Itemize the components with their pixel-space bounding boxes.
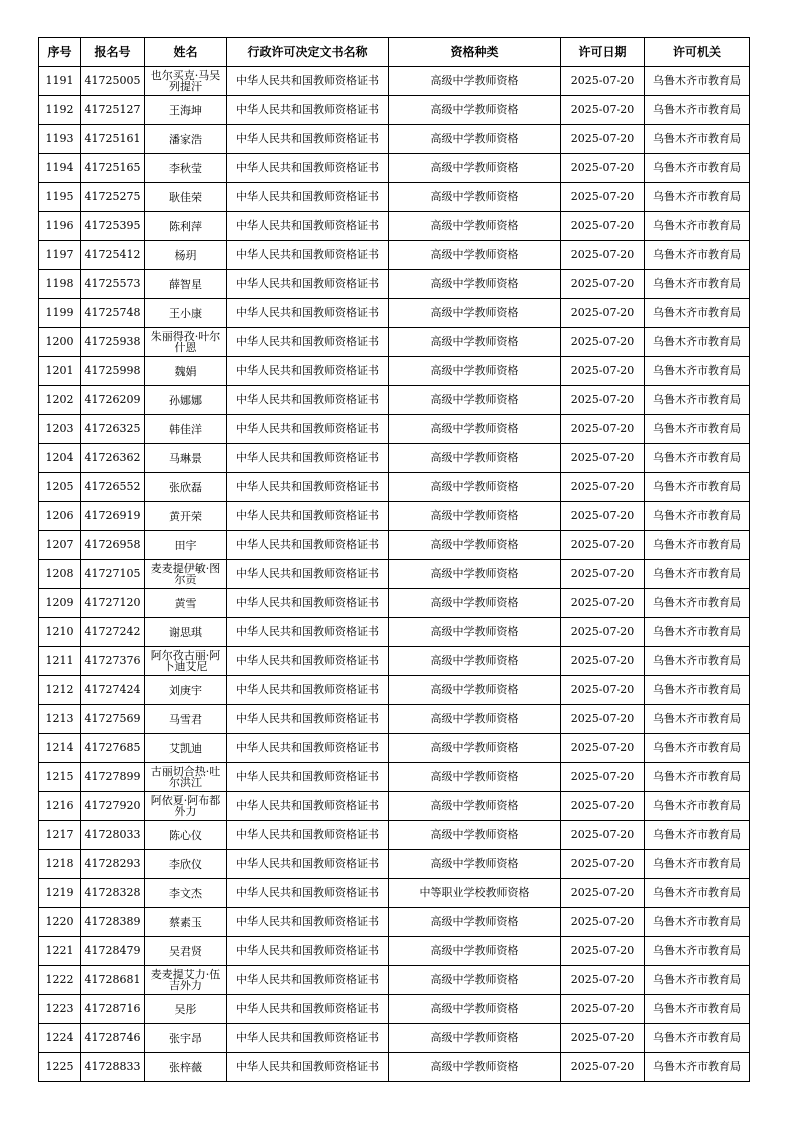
cell-registration-no: 41726209 (81, 386, 145, 415)
cell-license-date: 2025-07-20 (561, 212, 645, 241)
cell-document-title: 中华人民共和国教师资格证书 (227, 96, 389, 125)
cell-document-title: 中华人民共和国教师资格证书 (227, 125, 389, 154)
cell-index: 1216 (39, 792, 81, 821)
cell-document-title: 中华人民共和国教师资格证书 (227, 705, 389, 734)
cell-document-title: 中华人民共和国教师资格证书 (227, 444, 389, 473)
table-row (39, 966, 750, 995)
cell-qualification-type: 高级中学教师资格 (389, 589, 561, 618)
cell-license-date: 2025-07-20 (561, 560, 645, 589)
cell-qualification-type: 高级中学教师资格 (389, 473, 561, 502)
cell-registration-no: 41725161 (81, 125, 145, 154)
cell-index: 1224 (39, 1024, 81, 1053)
cell-qualification-type: 高级中学教师资格 (389, 850, 561, 879)
table-row (39, 357, 750, 386)
cell-registration-no: 41727920 (81, 792, 145, 821)
header-document-title: 行政许可决定文书名称 (227, 38, 389, 67)
table-row (39, 241, 750, 270)
table-row (39, 908, 750, 937)
table-row (39, 1024, 750, 1053)
cell-registration-no: 41725412 (81, 241, 145, 270)
cell-document-title: 中华人民共和国教师资格证书 (227, 792, 389, 821)
cell-license-date: 2025-07-20 (561, 328, 645, 357)
cell-license-date: 2025-07-20 (561, 966, 645, 995)
cell-index: 1202 (39, 386, 81, 415)
cell-document-title: 中华人民共和国教师资格证书 (227, 589, 389, 618)
cell-name: 吴彤 (145, 995, 227, 1024)
cell-license-authority: 乌鲁木齐市教育局 (645, 386, 750, 415)
table-body (39, 67, 750, 1082)
cell-name: 麦麦提伊敏·图尔贡 (145, 560, 227, 589)
cell-name: 杨玥 (145, 241, 227, 270)
cell-name: 朱丽得孜·叶尔什恩 (145, 328, 227, 357)
cell-registration-no: 41727685 (81, 734, 145, 763)
cell-index: 1197 (39, 241, 81, 270)
cell-license-authority: 乌鲁木齐市教育局 (645, 357, 750, 386)
table-row (39, 763, 750, 792)
cell-index: 1206 (39, 502, 81, 531)
cell-registration-no: 41727376 (81, 647, 145, 676)
cell-registration-no: 41728681 (81, 966, 145, 995)
cell-registration-no: 41725938 (81, 328, 145, 357)
cell-name: 古丽切合热·吐尔洪江 (145, 763, 227, 792)
cell-document-title: 中华人民共和国教师资格证书 (227, 821, 389, 850)
table-row (39, 67, 750, 96)
table-row (39, 125, 750, 154)
cell-name: 孙娜娜 (145, 386, 227, 415)
cell-document-title: 中华人民共和国教师资格证书 (227, 618, 389, 647)
cell-qualification-type: 高级中学教师资格 (389, 183, 561, 212)
table-row (39, 821, 750, 850)
cell-license-date: 2025-07-20 (561, 763, 645, 792)
cell-registration-no: 41725573 (81, 270, 145, 299)
cell-license-authority: 乌鲁木齐市教育局 (645, 792, 750, 821)
cell-name: 也尔买克·马吴列提汗 (145, 67, 227, 96)
cell-index: 1225 (39, 1053, 81, 1082)
table-row (39, 937, 750, 966)
cell-qualification-type: 高级中学教师资格 (389, 270, 561, 299)
cell-name: 马琳景 (145, 444, 227, 473)
cell-qualification-type: 高级中学教师资格 (389, 386, 561, 415)
table-row (39, 995, 750, 1024)
cell-qualification-type: 高级中学教师资格 (389, 1024, 561, 1053)
cell-license-authority: 乌鲁木齐市教育局 (645, 734, 750, 763)
table-row (39, 879, 750, 908)
cell-license-date: 2025-07-20 (561, 1053, 645, 1082)
table-row (39, 705, 750, 734)
header-license-date: 许可日期 (561, 38, 645, 67)
cell-document-title: 中华人民共和国教师资格证书 (227, 966, 389, 995)
cell-registration-no: 41726552 (81, 473, 145, 502)
cell-document-title: 中华人民共和国教师资格证书 (227, 154, 389, 183)
cell-registration-no: 41728746 (81, 1024, 145, 1053)
cell-license-authority: 乌鲁木齐市教育局 (645, 444, 750, 473)
cell-license-authority: 乌鲁木齐市教育局 (645, 589, 750, 618)
cell-index: 1193 (39, 125, 81, 154)
cell-license-date: 2025-07-20 (561, 241, 645, 270)
cell-index: 1192 (39, 96, 81, 125)
header-name: 姓名 (145, 38, 227, 67)
cell-index: 1205 (39, 473, 81, 502)
cell-name: 谢思琪 (145, 618, 227, 647)
cell-document-title: 中华人民共和国教师资格证书 (227, 270, 389, 299)
cell-registration-no: 41726325 (81, 415, 145, 444)
cell-license-authority: 乌鲁木齐市教育局 (645, 560, 750, 589)
cell-qualification-type: 高级中学教师资格 (389, 328, 561, 357)
header-license-authority: 许可机关 (645, 38, 750, 67)
cell-document-title: 中华人民共和国教师资格证书 (227, 1053, 389, 1082)
cell-license-authority: 乌鲁木齐市教育局 (645, 763, 750, 792)
cell-license-authority: 乌鲁木齐市教育局 (645, 1053, 750, 1082)
cell-license-authority: 乌鲁木齐市教育局 (645, 821, 750, 850)
cell-document-title: 中华人民共和国教师资格证书 (227, 386, 389, 415)
cell-registration-no: 41725275 (81, 183, 145, 212)
cell-registration-no: 41725395 (81, 212, 145, 241)
table-row (39, 589, 750, 618)
table-row (39, 502, 750, 531)
cell-qualification-type: 高级中学教师资格 (389, 502, 561, 531)
cell-name: 黄雪 (145, 589, 227, 618)
cell-qualification-type: 高级中学教师资格 (389, 937, 561, 966)
cell-document-title: 中华人民共和国教师资格证书 (227, 212, 389, 241)
header-index: 序号 (39, 38, 81, 67)
cell-index: 1217 (39, 821, 81, 850)
table-row (39, 154, 750, 183)
cell-license-authority: 乌鲁木齐市教育局 (645, 908, 750, 937)
cell-index: 1212 (39, 676, 81, 705)
table-row (39, 415, 750, 444)
cell-document-title: 中华人民共和国教师资格证书 (227, 676, 389, 705)
cell-license-authority: 乌鲁木齐市教育局 (645, 96, 750, 125)
cell-registration-no: 41726919 (81, 502, 145, 531)
table-row (39, 1053, 750, 1082)
cell-name: 李文杰 (145, 879, 227, 908)
cell-document-title: 中华人民共和国教师资格证书 (227, 357, 389, 386)
cell-registration-no: 41727899 (81, 763, 145, 792)
cell-qualification-type: 高级中学教师资格 (389, 357, 561, 386)
cell-license-date: 2025-07-20 (561, 850, 645, 879)
cell-index: 1218 (39, 850, 81, 879)
header-registration-no: 报名号 (81, 38, 145, 67)
cell-registration-no: 41725005 (81, 67, 145, 96)
cell-license-authority: 乌鲁木齐市教育局 (645, 937, 750, 966)
cell-qualification-type: 高级中学教师资格 (389, 734, 561, 763)
cell-registration-no: 41728293 (81, 850, 145, 879)
table-row (39, 444, 750, 473)
cell-index: 1221 (39, 937, 81, 966)
cell-license-authority: 乌鲁木齐市教育局 (645, 67, 750, 96)
cell-index: 1222 (39, 966, 81, 995)
cell-name: 陈心仪 (145, 821, 227, 850)
cell-qualification-type: 中等职业学校教师资格 (389, 879, 561, 908)
cell-qualification-type: 高级中学教师资格 (389, 299, 561, 328)
cell-document-title: 中华人民共和国教师资格证书 (227, 415, 389, 444)
cell-index: 1191 (39, 67, 81, 96)
cell-license-date: 2025-07-20 (561, 618, 645, 647)
cell-name: 田宇 (145, 531, 227, 560)
cell-document-title: 中华人民共和国教师资格证书 (227, 502, 389, 531)
cell-registration-no: 41727120 (81, 589, 145, 618)
cell-registration-no: 41728033 (81, 821, 145, 850)
cell-document-title: 中华人民共和国教师资格证书 (227, 560, 389, 589)
table-row (39, 618, 750, 647)
cell-license-date: 2025-07-20 (561, 879, 645, 908)
table-row (39, 734, 750, 763)
cell-name: 黄开荣 (145, 502, 227, 531)
cell-license-date: 2025-07-20 (561, 386, 645, 415)
cell-name: 艾凯迪 (145, 734, 227, 763)
table-row (39, 270, 750, 299)
cell-license-authority: 乌鲁木齐市教育局 (645, 995, 750, 1024)
cell-license-date: 2025-07-20 (561, 183, 645, 212)
cell-license-date: 2025-07-20 (561, 1024, 645, 1053)
cell-registration-no: 41728389 (81, 908, 145, 937)
cell-index: 1211 (39, 647, 81, 676)
cell-license-authority: 乌鲁木齐市教育局 (645, 125, 750, 154)
cell-registration-no: 41725748 (81, 299, 145, 328)
cell-index: 1223 (39, 995, 81, 1024)
cell-name: 蔡素玉 (145, 908, 227, 937)
cell-name: 吴君贤 (145, 937, 227, 966)
cell-license-date: 2025-07-20 (561, 937, 645, 966)
table-row (39, 183, 750, 212)
table-row (39, 328, 750, 357)
cell-qualification-type: 高级中学教师资格 (389, 966, 561, 995)
cell-license-authority: 乌鲁木齐市教育局 (645, 676, 750, 705)
cell-license-date: 2025-07-20 (561, 589, 645, 618)
cell-document-title: 中华人民共和国教师资格证书 (227, 763, 389, 792)
cell-qualification-type: 高级中学教师资格 (389, 125, 561, 154)
cell-license-date: 2025-07-20 (561, 908, 645, 937)
cell-license-authority: 乌鲁木齐市教育局 (645, 1024, 750, 1053)
cell-qualification-type: 高级中学教师资格 (389, 444, 561, 473)
cell-license-authority: 乌鲁木齐市教育局 (645, 879, 750, 908)
cell-license-authority: 乌鲁木齐市教育局 (645, 415, 750, 444)
cell-name: 潘家浩 (145, 125, 227, 154)
cell-document-title: 中华人民共和国教师资格证书 (227, 299, 389, 328)
cell-document-title: 中华人民共和国教师资格证书 (227, 937, 389, 966)
cell-license-date: 2025-07-20 (561, 531, 645, 560)
cell-registration-no: 41725127 (81, 96, 145, 125)
cell-registration-no: 41728479 (81, 937, 145, 966)
cell-qualification-type: 高级中学教师资格 (389, 763, 561, 792)
cell-index: 1194 (39, 154, 81, 183)
cell-name: 张宇昂 (145, 1024, 227, 1053)
cell-name: 李欣仪 (145, 850, 227, 879)
cell-license-date: 2025-07-20 (561, 125, 645, 154)
license-table (38, 37, 750, 1082)
cell-registration-no: 41725998 (81, 357, 145, 386)
cell-license-date: 2025-07-20 (561, 67, 645, 96)
cell-license-date: 2025-07-20 (561, 676, 645, 705)
cell-index: 1199 (39, 299, 81, 328)
cell-name: 阿尔孜古丽·阿卜迪艾尼 (145, 647, 227, 676)
cell-license-date: 2025-07-20 (561, 299, 645, 328)
cell-registration-no: 41725165 (81, 154, 145, 183)
cell-document-title: 中华人民共和国教师资格证书 (227, 473, 389, 502)
header-row (39, 38, 750, 67)
cell-index: 1209 (39, 589, 81, 618)
cell-license-date: 2025-07-20 (561, 995, 645, 1024)
cell-license-authority: 乌鲁木齐市教育局 (645, 328, 750, 357)
cell-qualification-type: 高级中学教师资格 (389, 995, 561, 1024)
cell-qualification-type: 高级中学教师资格 (389, 618, 561, 647)
cell-name: 韩佳洋 (145, 415, 227, 444)
cell-name: 张梓薇 (145, 1053, 227, 1082)
cell-document-title: 中华人民共和国教师资格证书 (227, 183, 389, 212)
cell-qualification-type: 高级中学教师资格 (389, 531, 561, 560)
cell-index: 1204 (39, 444, 81, 473)
cell-registration-no: 41728328 (81, 879, 145, 908)
cell-name: 李秋莹 (145, 154, 227, 183)
cell-qualification-type: 高级中学教师资格 (389, 676, 561, 705)
cell-index: 1214 (39, 734, 81, 763)
cell-document-title: 中华人民共和国教师资格证书 (227, 879, 389, 908)
table-row (39, 386, 750, 415)
cell-license-authority: 乌鲁木齐市教育局 (645, 241, 750, 270)
cell-document-title: 中华人民共和国教师资格证书 (227, 241, 389, 270)
cell-index: 1220 (39, 908, 81, 937)
table-row (39, 676, 750, 705)
table-row (39, 299, 750, 328)
cell-license-authority: 乌鲁木齐市教育局 (645, 531, 750, 560)
cell-document-title: 中华人民共和国教师资格证书 (227, 1024, 389, 1053)
cell-license-authority: 乌鲁木齐市教育局 (645, 212, 750, 241)
cell-name: 张欣磊 (145, 473, 227, 502)
cell-registration-no: 41726958 (81, 531, 145, 560)
cell-license-date: 2025-07-20 (561, 647, 645, 676)
cell-registration-no: 41726362 (81, 444, 145, 473)
cell-registration-no: 41727424 (81, 676, 145, 705)
cell-document-title: 中华人民共和国教师资格证书 (227, 328, 389, 357)
cell-license-authority: 乌鲁木齐市教育局 (645, 618, 750, 647)
cell-name: 薛智星 (145, 270, 227, 299)
cell-license-authority: 乌鲁木齐市教育局 (645, 966, 750, 995)
cell-qualification-type: 高级中学教师资格 (389, 1053, 561, 1082)
header-qualification-type: 资格种类 (389, 38, 561, 67)
cell-license-date: 2025-07-20 (561, 96, 645, 125)
table-row (39, 560, 750, 589)
table-row (39, 647, 750, 676)
cell-qualification-type: 高级中学教师资格 (389, 705, 561, 734)
cell-index: 1200 (39, 328, 81, 357)
cell-license-authority: 乌鲁木齐市教育局 (645, 299, 750, 328)
cell-license-date: 2025-07-20 (561, 821, 645, 850)
cell-index: 1201 (39, 357, 81, 386)
cell-license-authority: 乌鲁木齐市教育局 (645, 850, 750, 879)
cell-license-date: 2025-07-20 (561, 415, 645, 444)
cell-document-title: 中华人民共和国教师资格证书 (227, 67, 389, 96)
cell-document-title: 中华人民共和国教师资格证书 (227, 850, 389, 879)
cell-qualification-type: 高级中学教师资格 (389, 647, 561, 676)
table-row (39, 792, 750, 821)
cell-qualification-type: 高级中学教师资格 (389, 821, 561, 850)
cell-name: 马雪君 (145, 705, 227, 734)
cell-document-title: 中华人民共和国教师资格证书 (227, 647, 389, 676)
cell-license-date: 2025-07-20 (561, 444, 645, 473)
cell-qualification-type: 高级中学教师资格 (389, 154, 561, 183)
cell-license-authority: 乌鲁木齐市教育局 (645, 647, 750, 676)
cell-license-authority: 乌鲁木齐市教育局 (645, 502, 750, 531)
cell-license-authority: 乌鲁木齐市教育局 (645, 183, 750, 212)
cell-document-title: 中华人民共和国教师资格证书 (227, 531, 389, 560)
cell-name: 魏娟 (145, 357, 227, 386)
cell-license-authority: 乌鲁木齐市教育局 (645, 473, 750, 502)
cell-registration-no: 41728833 (81, 1053, 145, 1082)
cell-license-date: 2025-07-20 (561, 705, 645, 734)
table-row (39, 850, 750, 879)
table-row (39, 531, 750, 560)
cell-qualification-type: 高级中学教师资格 (389, 415, 561, 444)
cell-registration-no: 41727105 (81, 560, 145, 589)
cell-index: 1207 (39, 531, 81, 560)
cell-license-date: 2025-07-20 (561, 502, 645, 531)
cell-license-date: 2025-07-20 (561, 792, 645, 821)
cell-license-authority: 乌鲁木齐市教育局 (645, 154, 750, 183)
cell-name: 麦麦提艾力·伍吉外力 (145, 966, 227, 995)
table-row (39, 96, 750, 125)
cell-registration-no: 41727569 (81, 705, 145, 734)
cell-index: 1196 (39, 212, 81, 241)
cell-index: 1203 (39, 415, 81, 444)
cell-index: 1208 (39, 560, 81, 589)
cell-name: 耿佳荣 (145, 183, 227, 212)
table-row (39, 473, 750, 502)
cell-license-authority: 乌鲁木齐市教育局 (645, 270, 750, 299)
cell-name: 陈利萍 (145, 212, 227, 241)
cell-qualification-type: 高级中学教师资格 (389, 241, 561, 270)
cell-qualification-type: 高级中学教师资格 (389, 96, 561, 125)
cell-index: 1219 (39, 879, 81, 908)
cell-qualification-type: 高级中学教师资格 (389, 908, 561, 937)
table-row (39, 212, 750, 241)
cell-qualification-type: 高级中学教师资格 (389, 792, 561, 821)
cell-registration-no: 41728716 (81, 995, 145, 1024)
cell-index: 1213 (39, 705, 81, 734)
cell-name: 阿依夏·阿布都外力 (145, 792, 227, 821)
cell-license-date: 2025-07-20 (561, 154, 645, 183)
cell-document-title: 中华人民共和国教师资格证书 (227, 734, 389, 763)
cell-index: 1195 (39, 183, 81, 212)
cell-license-date: 2025-07-20 (561, 357, 645, 386)
cell-document-title: 中华人民共和国教师资格证书 (227, 908, 389, 937)
cell-license-authority: 乌鲁木齐市教育局 (645, 705, 750, 734)
cell-license-date: 2025-07-20 (561, 270, 645, 299)
cell-qualification-type: 高级中学教师资格 (389, 560, 561, 589)
cell-registration-no: 41727242 (81, 618, 145, 647)
cell-name: 王小康 (145, 299, 227, 328)
cell-index: 1215 (39, 763, 81, 792)
cell-license-date: 2025-07-20 (561, 734, 645, 763)
cell-qualification-type: 高级中学教师资格 (389, 212, 561, 241)
cell-license-date: 2025-07-20 (561, 473, 645, 502)
cell-index: 1210 (39, 618, 81, 647)
cell-name: 王海坤 (145, 96, 227, 125)
cell-qualification-type: 高级中学教师资格 (389, 67, 561, 96)
cell-index: 1198 (39, 270, 81, 299)
cell-document-title: 中华人民共和国教师资格证书 (227, 995, 389, 1024)
cell-name: 刘庚宇 (145, 676, 227, 705)
